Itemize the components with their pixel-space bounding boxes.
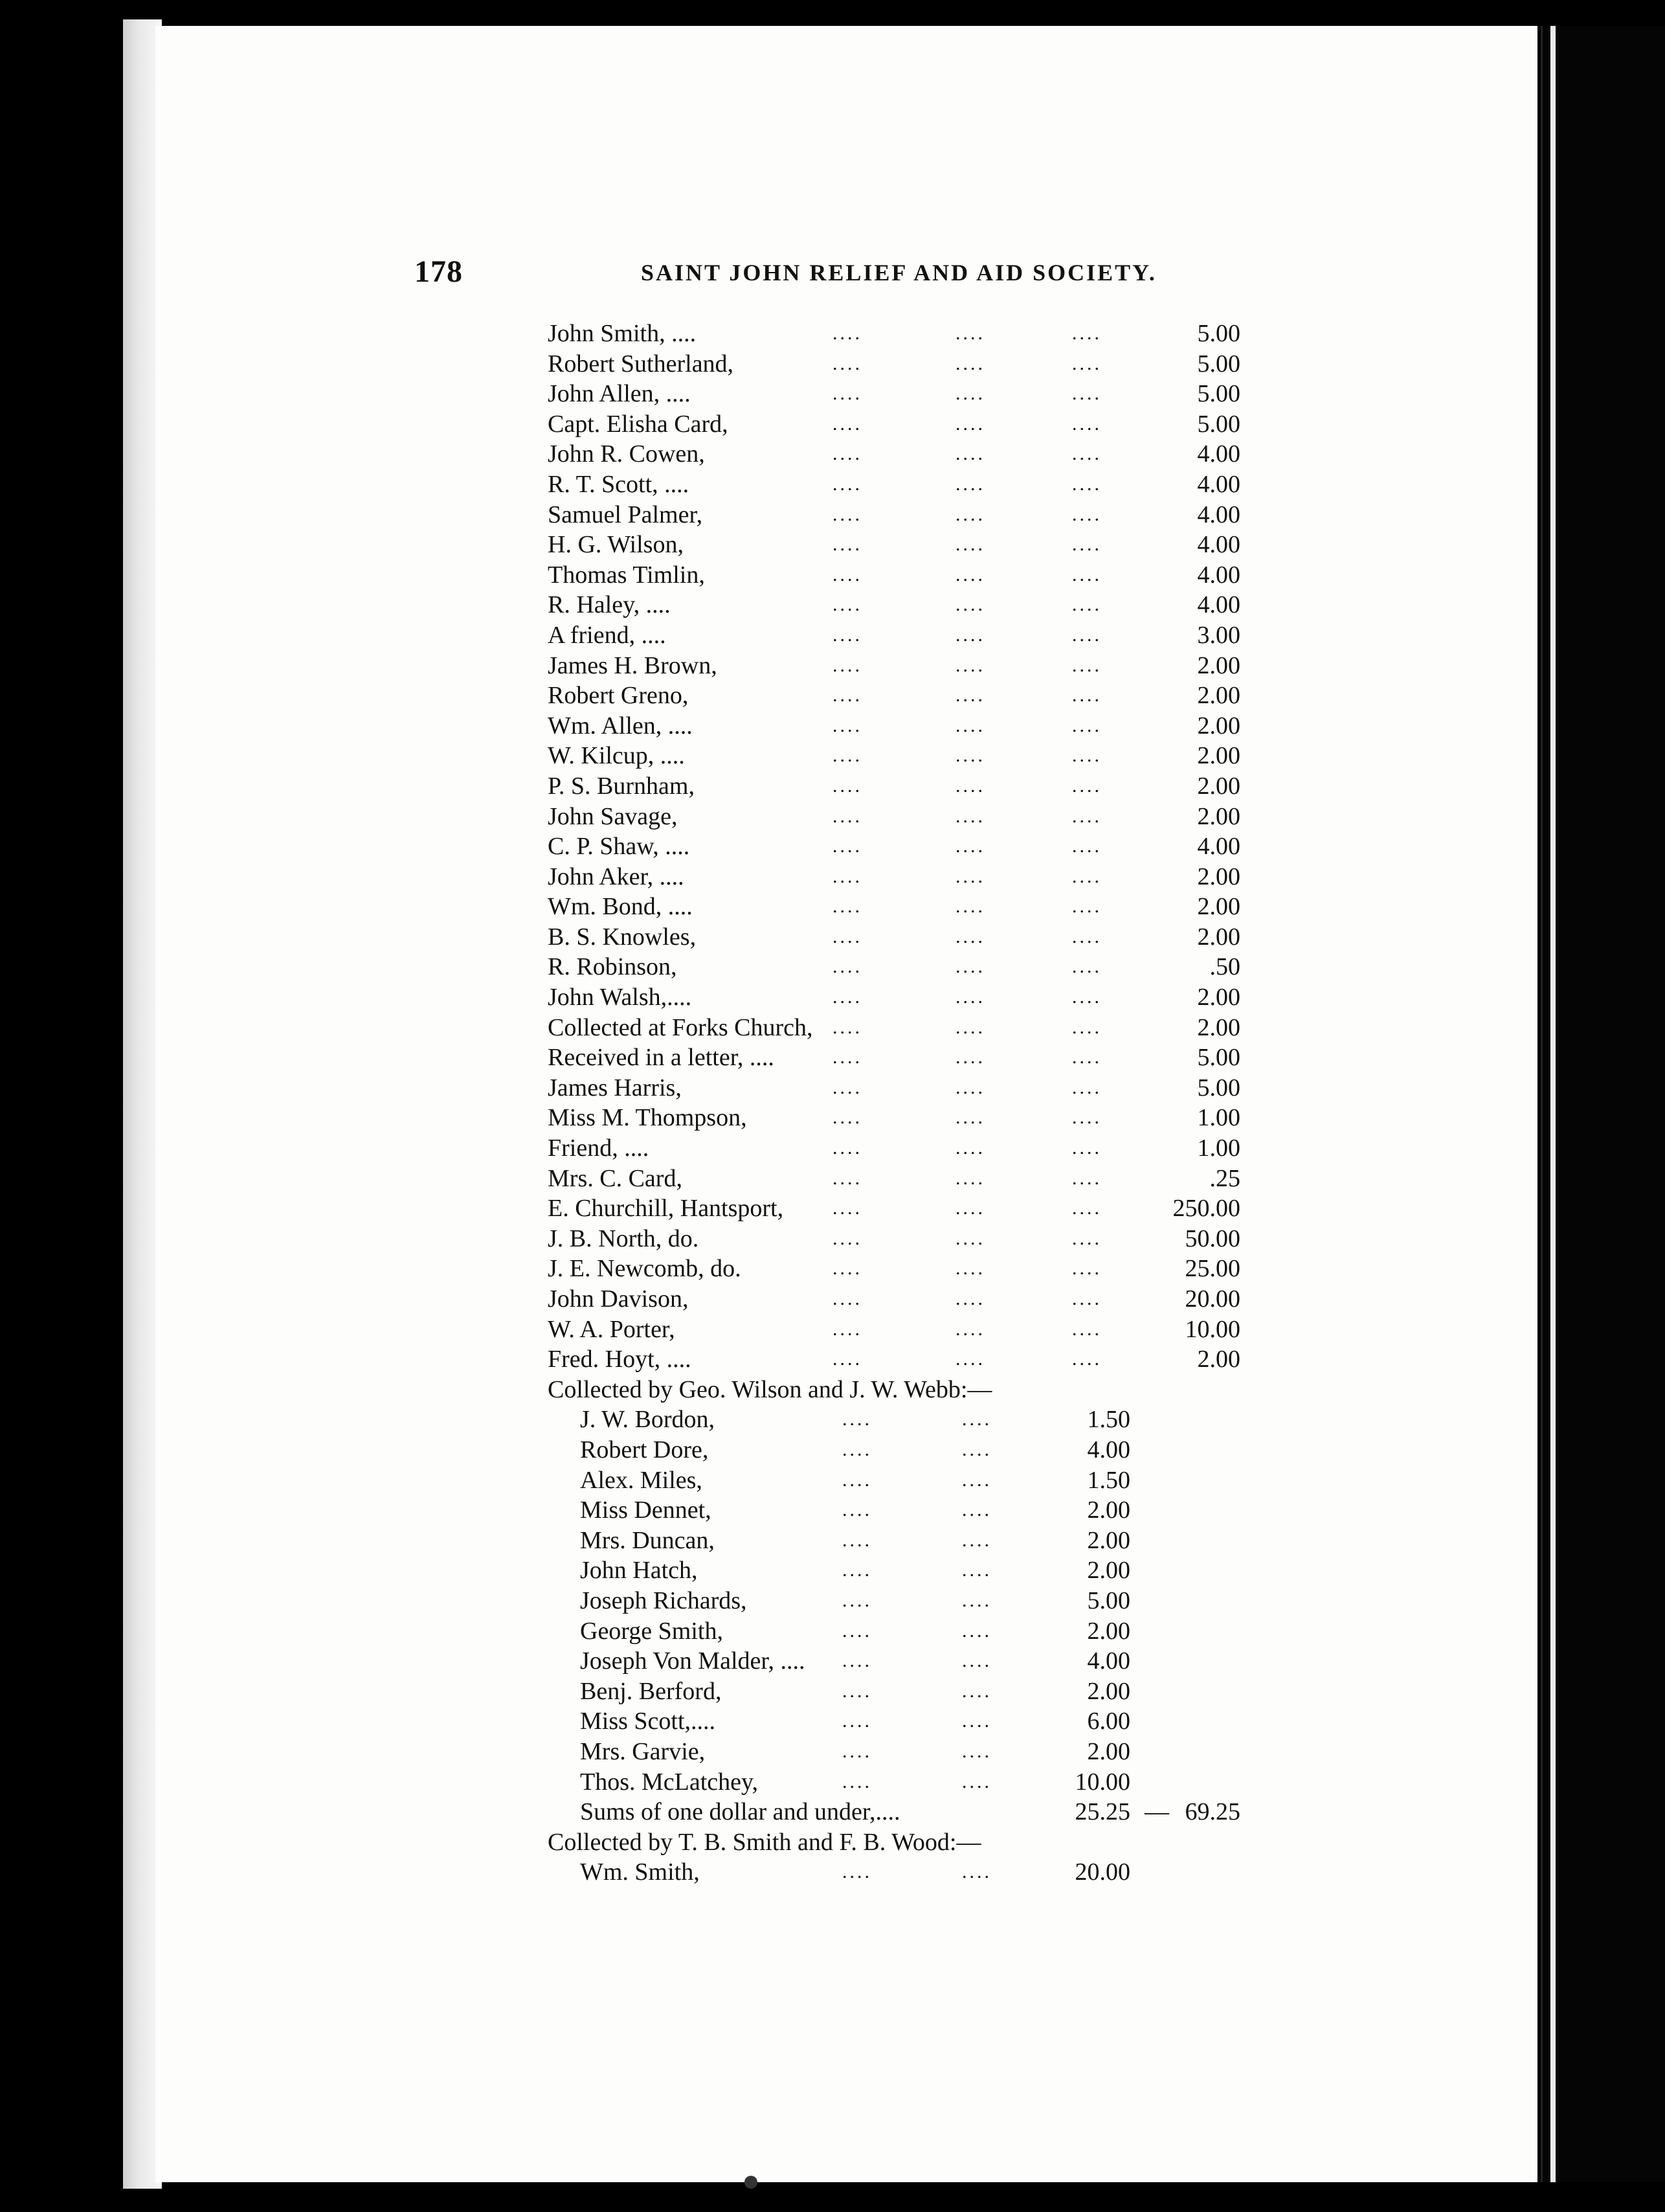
list-item <box>548 982 1260 1013</box>
leader-dots: .... <box>832 1258 862 1280</box>
leader-dots: .... <box>842 1408 872 1430</box>
sums-row <box>548 1797 1260 1827</box>
contributor-name: P. S. Burnham, <box>548 772 695 800</box>
leader-dots: .... <box>955 1167 985 1189</box>
leader-dots: .... <box>1072 956 1102 978</box>
list-item <box>548 439 1260 469</box>
leader-dots: .... <box>962 1710 992 1732</box>
list-item <box>548 1706 1260 1737</box>
leader-dots: .... <box>1072 1318 1102 1340</box>
group-heading-text: Collected by T. B. Smith and F. B. Wood:— <box>548 1828 981 1856</box>
leader-dots: .... <box>832 1137 862 1159</box>
contributor-name: W. A. Porter, <box>548 1315 675 1343</box>
contributor-name: Samuel Palmer, <box>548 501 703 528</box>
leader-dots: .... <box>1072 835 1102 857</box>
list-item <box>548 1737 1260 1767</box>
leader-dots: .... <box>1072 383 1102 405</box>
list-item <box>548 1435 1260 1465</box>
list-item <box>548 1586 1260 1616</box>
list-item <box>548 952 1260 982</box>
list-item <box>548 1555 1260 1586</box>
contribution-amount: 1.50 <box>1087 1406 1130 1434</box>
contribution-amount: 20.00 <box>1075 1858 1130 1886</box>
list-item <box>548 409 1260 440</box>
contributor-name: James Harris, <box>548 1074 682 1101</box>
list-item <box>548 1224 1260 1254</box>
leader-dots: .... <box>842 1861 872 1883</box>
facing-page-sliver <box>1550 26 1556 2182</box>
leader-dots: .... <box>1072 865 1102 887</box>
contributor-name: R. Robinson, <box>548 953 677 981</box>
leader-dots: .... <box>955 1107 985 1129</box>
contributor-name: Mrs. Garvie, <box>580 1737 706 1765</box>
contribution-amount: .50 <box>1209 953 1240 981</box>
contributor-name: Wm. Smith, <box>580 1858 700 1886</box>
list-item <box>548 560 1260 591</box>
leader-dots: .... <box>832 1348 862 1370</box>
contributor-name: Capt. Elisha Card, <box>548 410 728 438</box>
contribution-amount: 2.00 <box>1087 1526 1130 1554</box>
list-item <box>548 1465 1260 1496</box>
leader-dots: .... <box>832 956 862 978</box>
contribution-amount: 4.00 <box>1197 561 1240 589</box>
contributor-name: Collected at Forks Church, <box>548 1013 813 1041</box>
contributor-name: Miss Scott,.... <box>580 1708 716 1735</box>
leader-dots: .... <box>842 1529 872 1551</box>
leader-dots: .... <box>1072 1197 1102 1219</box>
leader-dots: .... <box>832 594 862 616</box>
list-item <box>548 1344 1260 1375</box>
sums-amount: 25.25 <box>1075 1798 1130 1826</box>
list-item <box>548 1164 1260 1194</box>
leader-dots: .... <box>1072 805 1102 827</box>
entries-list <box>548 319 1260 1375</box>
contributor-name: Wm. Bond, .... <box>548 893 693 921</box>
leader-dots: .... <box>832 1107 862 1129</box>
contributor-name: B. S. Knowles, <box>548 923 697 951</box>
list-item <box>548 741 1260 771</box>
leader-dots: .... <box>1072 1046 1102 1068</box>
contributor-name: H. G. Wilson, <box>548 531 684 559</box>
leader-dots: .... <box>1072 1137 1102 1159</box>
leader-dots: .... <box>955 322 985 344</box>
contributor-name: Benj. Berford, <box>580 1677 722 1705</box>
leader-dots: .... <box>832 896 862 918</box>
contribution-amount: 4.00 <box>1087 1647 1130 1675</box>
leader-dots: .... <box>1072 594 1102 616</box>
contribution-amount: 4.00 <box>1197 833 1240 861</box>
contribution-amount: 2.00 <box>1197 1346 1240 1373</box>
contribution-amount: 1.50 <box>1087 1466 1130 1494</box>
list-item <box>548 892 1260 922</box>
contribution-list <box>548 319 1260 1888</box>
leader-dots: .... <box>955 805 985 827</box>
list-item <box>548 1284 1260 1315</box>
contribution-amount: 4.00 <box>1087 1436 1130 1463</box>
leader-dots: .... <box>1072 1167 1102 1189</box>
leader-dots: .... <box>842 1469 872 1491</box>
group1-total: 69.25 <box>1185 1798 1240 1826</box>
contributor-name: Robert Greno, <box>548 682 689 710</box>
contribution-amount: 2.00 <box>1087 1677 1130 1705</box>
leader-dots: .... <box>832 1288 862 1309</box>
list-item <box>548 1495 1260 1526</box>
list-item <box>548 1315 1260 1345</box>
leader-dots: .... <box>955 1258 985 1280</box>
contribution-amount: 1.00 <box>1197 1134 1240 1162</box>
leader-dots: .... <box>832 714 862 736</box>
contributor-name: Joseph Von Malder, .... <box>580 1647 805 1675</box>
running-head: SAINT JOHN RELIEF AND AID SOCIETY. <box>641 260 1157 286</box>
leader-dots: .... <box>832 503 862 525</box>
leader-dots: .... <box>955 1046 985 1068</box>
contribution-amount: 2.00 <box>1197 682 1240 710</box>
contributor-name: C. P. Shaw, .... <box>548 833 690 861</box>
contribution-amount: 4.00 <box>1197 440 1240 468</box>
list-item <box>548 379 1260 409</box>
leader-dots: .... <box>962 1469 992 1491</box>
leader-dots: .... <box>832 925 862 947</box>
leader-dots: .... <box>955 473 985 495</box>
contributor-name: Joseph Richards, <box>580 1586 747 1614</box>
leader-dots: .... <box>832 563 862 585</box>
leader-dots: .... <box>955 352 985 374</box>
leader-dots: .... <box>962 1861 992 1883</box>
list-item <box>548 1073 1260 1103</box>
leader-dots: .... <box>1072 745 1102 767</box>
leader-dots: .... <box>832 774 862 796</box>
page-mark <box>744 2176 757 2189</box>
contributor-name: John Savage, <box>548 802 678 830</box>
contribution-amount: .25 <box>1209 1164 1240 1192</box>
page-number: 178 <box>414 254 463 289</box>
list-item <box>548 862 1260 892</box>
leader-dots: .... <box>832 1318 862 1340</box>
leader-dots: .... <box>955 412 985 435</box>
leader-dots: .... <box>955 774 985 796</box>
leader-dots: .... <box>832 654 862 676</box>
leader-dots: .... <box>962 1650 992 1672</box>
leader-dots: .... <box>832 534 862 556</box>
contributor-name: J. B. North, do. <box>548 1224 699 1252</box>
leader-dots: .... <box>962 1589 992 1611</box>
contribution-amount: 10.00 <box>1185 1315 1240 1343</box>
leader-dots: .... <box>955 503 985 525</box>
list-item <box>548 1133 1260 1164</box>
leader-dots: .... <box>955 1348 985 1370</box>
leader-dots: .... <box>832 745 862 767</box>
list-item <box>548 1526 1260 1556</box>
contribution-amount: 4.00 <box>1197 501 1240 528</box>
contribution-amount: 2.00 <box>1197 863 1240 890</box>
leader-dots: .... <box>832 865 862 887</box>
contributor-name: Mrs. Duncan, <box>580 1526 715 1554</box>
list-item <box>548 1013 1260 1043</box>
leader-dots: .... <box>832 352 862 374</box>
leader-dots: .... <box>955 1318 985 1340</box>
list-item <box>548 469 1260 500</box>
leader-dots: .... <box>832 1167 862 1189</box>
leader-dots: .... <box>955 896 985 918</box>
list-item <box>548 500 1260 530</box>
leader-dots: .... <box>1072 1227 1102 1249</box>
leader-dots: .... <box>1072 1016 1102 1038</box>
leader-dots: .... <box>1072 412 1102 435</box>
contribution-amount: 2.00 <box>1197 772 1240 800</box>
leader-dots: .... <box>842 1710 872 1732</box>
list-item <box>548 831 1260 862</box>
leader-dots: .... <box>955 624 985 646</box>
leader-dots: .... <box>1072 1288 1102 1309</box>
contributor-name: Robert Sutherland, <box>548 350 734 378</box>
leader-dots: .... <box>955 684 985 706</box>
contributor-name: W. Kilcup, .... <box>548 742 685 770</box>
contribution-amount: 5.00 <box>1197 410 1240 438</box>
contributor-name: Wm. Allen, .... <box>548 712 693 739</box>
contributor-name: John Walsh,.... <box>548 984 692 1011</box>
leader-dots: .... <box>1072 352 1102 374</box>
contribution-amount: 250.00 <box>1172 1195 1240 1223</box>
contribution-amount: 4.00 <box>1197 470 1240 498</box>
leader-dots: .... <box>1072 322 1102 344</box>
leader-dots: .... <box>832 412 862 435</box>
contribution-amount: 50.00 <box>1185 1224 1240 1252</box>
contribution-amount: 25.00 <box>1185 1255 1240 1283</box>
list-item <box>548 651 1260 681</box>
total-dash: — <box>1145 1798 1169 1826</box>
contribution-amount: 4.00 <box>1197 531 1240 559</box>
contributor-name: John Allen, .... <box>548 380 691 408</box>
leader-dots: .... <box>832 624 862 646</box>
leader-dots: .... <box>962 1680 992 1702</box>
leader-dots: .... <box>1072 503 1102 525</box>
leader-dots: .... <box>955 956 985 978</box>
leader-dots: .... <box>955 443 985 465</box>
contributor-name: R. Haley, .... <box>548 591 671 619</box>
contributor-name: George Smith, <box>580 1617 723 1645</box>
contributor-name: John R. Cowen, <box>548 440 705 468</box>
group-heading-text: Collected by Geo. Wilson and J. W. Webb:— <box>548 1375 992 1403</box>
leader-dots: .... <box>955 835 985 857</box>
contribution-amount: 5.00 <box>1197 380 1240 408</box>
leader-dots: .... <box>955 745 985 767</box>
list-item <box>548 1767 1260 1798</box>
contributor-name: John Hatch, <box>580 1557 698 1585</box>
list-item <box>548 1405 1260 1435</box>
leader-dots: .... <box>955 986 985 1008</box>
leader-dots: .... <box>832 1076 862 1098</box>
leader-dots: .... <box>832 1197 862 1219</box>
contribution-amount: 5.00 <box>1197 1074 1240 1101</box>
leader-dots: .... <box>832 322 862 344</box>
leader-dots: .... <box>832 986 862 1008</box>
contribution-amount: 1.00 <box>1197 1104 1240 1132</box>
leader-dots: .... <box>1072 986 1102 1008</box>
list-item <box>548 802 1260 832</box>
leader-dots: .... <box>1072 443 1102 465</box>
contribution-amount: 2.00 <box>1197 802 1240 830</box>
contribution-amount: 5.00 <box>1087 1586 1130 1614</box>
list-item <box>548 711 1260 741</box>
list-item <box>548 530 1260 560</box>
list-item <box>548 620 1260 651</box>
leader-dots: .... <box>842 1650 872 1672</box>
contributor-name: Alex. Miles, <box>580 1466 702 1494</box>
list-item <box>548 1103 1260 1133</box>
leader-dots: .... <box>1072 1348 1102 1370</box>
contribution-amount: 2.00 <box>1197 893 1240 921</box>
leader-dots: .... <box>1072 1258 1102 1280</box>
leader-dots: .... <box>962 1438 992 1460</box>
leader-dots: .... <box>955 1288 985 1309</box>
list-item <box>548 771 1260 802</box>
leader-dots: .... <box>842 1620 872 1642</box>
leader-dots: .... <box>842 1740 872 1762</box>
leader-dots: .... <box>955 1197 985 1219</box>
leader-dots: .... <box>1072 473 1102 495</box>
leader-dots: .... <box>1072 774 1102 796</box>
leader-dots: .... <box>955 714 985 736</box>
contribution-amount: 10.00 <box>1075 1768 1130 1796</box>
list-item <box>548 922 1260 953</box>
contributor-name: Fred. Hoyt, .... <box>548 1346 691 1373</box>
leader-dots: .... <box>962 1408 992 1430</box>
leader-dots: .... <box>955 383 985 405</box>
contributor-name: Received in a letter, .... <box>548 1044 774 1072</box>
leader-dots: .... <box>1072 534 1102 556</box>
contribution-amount: 5.00 <box>1197 1044 1240 1072</box>
leader-dots: .... <box>842 1559 872 1581</box>
contributor-name: Robert Dore, <box>580 1436 709 1463</box>
leader-dots: .... <box>842 1499 872 1521</box>
contribution-amount: 2.00 <box>1197 923 1240 951</box>
leader-dots: .... <box>842 1770 872 1792</box>
contributor-name: Friend, .... <box>548 1134 649 1162</box>
leader-dots: .... <box>1072 1076 1102 1098</box>
leader-dots: .... <box>955 1137 985 1159</box>
leader-dots: .... <box>1072 925 1102 947</box>
leader-dots: .... <box>962 1740 992 1762</box>
leader-dots: .... <box>1072 563 1102 585</box>
leader-dots: .... <box>955 594 985 616</box>
leader-dots: .... <box>955 1016 985 1038</box>
leader-dots: .... <box>1072 714 1102 736</box>
leader-dots: .... <box>832 1046 862 1068</box>
contributor-name: John Aker, .... <box>548 863 684 890</box>
leader-dots: .... <box>1072 896 1102 918</box>
group2-list <box>548 1857 1260 1888</box>
leader-dots: .... <box>962 1529 992 1551</box>
contributor-name: R. T. Scott, .... <box>548 470 689 498</box>
leader-dots: .... <box>832 835 862 857</box>
leader-dots: .... <box>962 1620 992 1642</box>
contribution-amount: 2.00 <box>1197 712 1240 739</box>
group1-list <box>548 1405 1260 1797</box>
group-heading <box>548 1375 1260 1405</box>
contribution-amount: 2.00 <box>1197 651 1240 679</box>
list-item <box>548 1043 1260 1073</box>
list-item <box>548 590 1260 620</box>
contributor-name: Miss Dennet, <box>580 1496 711 1524</box>
contribution-amount: 5.00 <box>1197 320 1240 347</box>
leader-dots: .... <box>955 534 985 556</box>
contribution-amount: 2.00 <box>1197 984 1240 1011</box>
contributor-name: Thomas Timlin, <box>548 561 705 589</box>
contributor-name: John Davison, <box>548 1285 689 1313</box>
leader-dots: .... <box>1072 1107 1102 1129</box>
leader-dots: .... <box>832 383 862 405</box>
leader-dots: .... <box>955 925 985 947</box>
contributor-name: J. W. Bordon, <box>580 1406 715 1434</box>
leader-dots: .... <box>1072 684 1102 706</box>
contributor-name: A friend, .... <box>548 621 666 649</box>
contribution-amount: 2.00 <box>1087 1617 1130 1645</box>
contribution-amount: 5.00 <box>1197 350 1240 378</box>
leader-dots: .... <box>832 684 862 706</box>
contributor-name: James H. Brown, <box>548 651 717 679</box>
sums-label: Sums of one dollar and under,.... <box>580 1798 900 1826</box>
list-item <box>548 1646 1260 1676</box>
contributor-name: John Smith, .... <box>548 320 697 347</box>
leader-dots: .... <box>955 654 985 676</box>
contribution-amount: 6.00 <box>1087 1708 1130 1735</box>
list-item <box>548 1676 1260 1707</box>
list-item <box>548 349 1260 379</box>
leader-dots: .... <box>955 865 985 887</box>
contribution-amount: 2.00 <box>1197 742 1240 770</box>
leader-dots: .... <box>962 1499 992 1521</box>
contribution-amount: 2.00 <box>1087 1496 1130 1524</box>
leader-dots: .... <box>842 1589 872 1611</box>
leader-dots: .... <box>842 1438 872 1460</box>
list-item <box>548 1616 1260 1647</box>
contribution-amount: 4.00 <box>1197 591 1240 619</box>
list-item <box>548 1254 1260 1284</box>
contributor-name: Mrs. C. Card, <box>548 1164 682 1192</box>
group-heading <box>548 1827 1260 1858</box>
leader-dots: .... <box>955 1227 985 1249</box>
list-item <box>548 319 1260 349</box>
leader-dots: .... <box>832 473 862 495</box>
facing-page-edge <box>1543 26 1665 2182</box>
contributor-name: Miss M. Thompson, <box>548 1104 747 1132</box>
contributor-name: J. E. Newcomb, do. <box>548 1255 741 1283</box>
contributor-name: Thos. McLatchey, <box>580 1768 759 1796</box>
leader-dots: .... <box>832 805 862 827</box>
leader-dots: .... <box>962 1559 992 1581</box>
leader-dots: .... <box>832 1227 862 1249</box>
leader-dots: .... <box>955 563 985 585</box>
contribution-amount: 2.00 <box>1197 1013 1240 1041</box>
contributor-name: E. Churchill, Hantsport, <box>548 1195 784 1223</box>
list-item <box>548 681 1260 711</box>
leader-dots: .... <box>1072 654 1102 676</box>
leader-dots: .... <box>832 443 862 465</box>
contribution-amount: 2.00 <box>1087 1557 1130 1585</box>
leader-dots: .... <box>1072 624 1102 646</box>
leader-dots: .... <box>955 1076 985 1098</box>
list-item <box>548 1857 1260 1888</box>
leader-dots: .... <box>962 1770 992 1792</box>
contribution-amount: 2.00 <box>1087 1737 1130 1765</box>
list-item <box>548 1193 1260 1224</box>
leader-dots: .... <box>842 1680 872 1702</box>
contribution-amount: 3.00 <box>1197 621 1240 649</box>
contribution-amount: 20.00 <box>1185 1285 1240 1313</box>
leader-dots: .... <box>832 1016 862 1038</box>
